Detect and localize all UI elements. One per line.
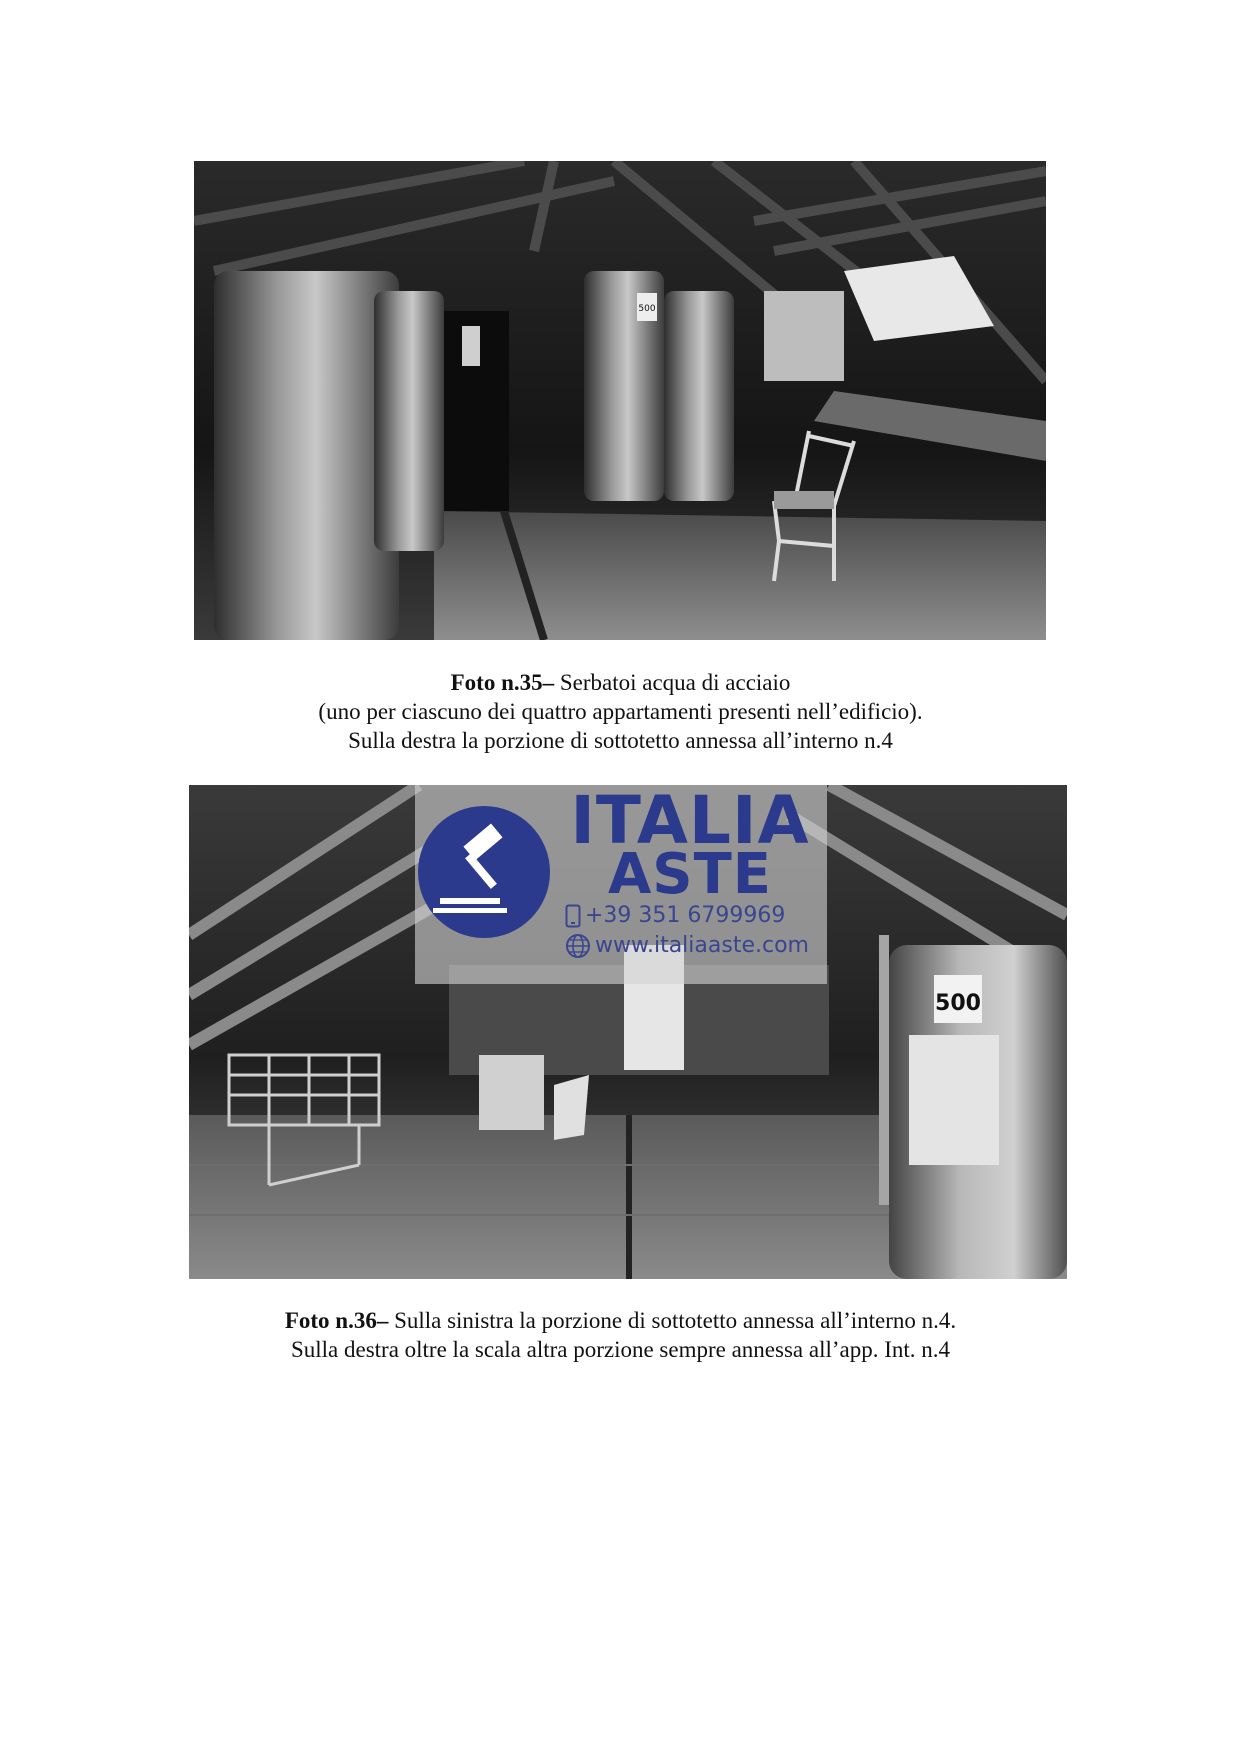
caption-line — [0, 668, 1241, 697]
phone-icon — [565, 904, 581, 928]
steel-tank — [214, 271, 399, 640]
photo-35-image — [194, 161, 1046, 640]
caption-photo-number: Foto n.36– — [284, 1308, 389, 1333]
bag — [554, 1075, 589, 1140]
caption-line: Sulla destra oltre la scala altra porzione sempre annessa all’app. Int. n.4 — [290, 1337, 951, 1362]
caption-text: Serbatoi acqua di acciaio — [554, 670, 791, 695]
watermark-title: ITALIA — [570, 782, 810, 859]
watermark-website-row — [565, 933, 809, 959]
tank-capacity-label: 500 — [935, 991, 981, 1016]
globe-icon — [565, 933, 591, 959]
box — [479, 1055, 544, 1130]
gavel-logo-icon — [415, 803, 553, 941]
caption-line: (uno per ciascuno dei quattro appartamenti presenti nell’edificio). — [318, 699, 923, 724]
photo-35-attic-tanks — [194, 161, 1046, 640]
caption-line — [0, 1306, 1241, 1335]
caption-line: Sulla destra la porzione di sottotetto annessa all’interno n.4 — [348, 728, 893, 753]
watermark-phone: +39 351 6799969 — [585, 903, 786, 928]
italia-aste-watermark — [415, 782, 827, 984]
steel-tank — [664, 291, 734, 501]
photo-35-caption — [0, 668, 1241, 755]
photo-36-caption — [0, 1306, 1241, 1364]
watermark-phone-row — [565, 903, 785, 928]
watermark-website: www.italiaaste.com — [595, 933, 809, 958]
tank-capacity-label: 500 — [638, 304, 656, 314]
tank-label-sticker — [909, 1035, 999, 1165]
watermark-subtitle: ASTE — [607, 842, 773, 907]
caption-photo-number: Foto n.35– — [450, 670, 555, 695]
steel-tank — [374, 291, 444, 551]
caption-text: Sulla sinistra la porzione di sottotetto annessa all’interno n.4. — [388, 1308, 957, 1333]
